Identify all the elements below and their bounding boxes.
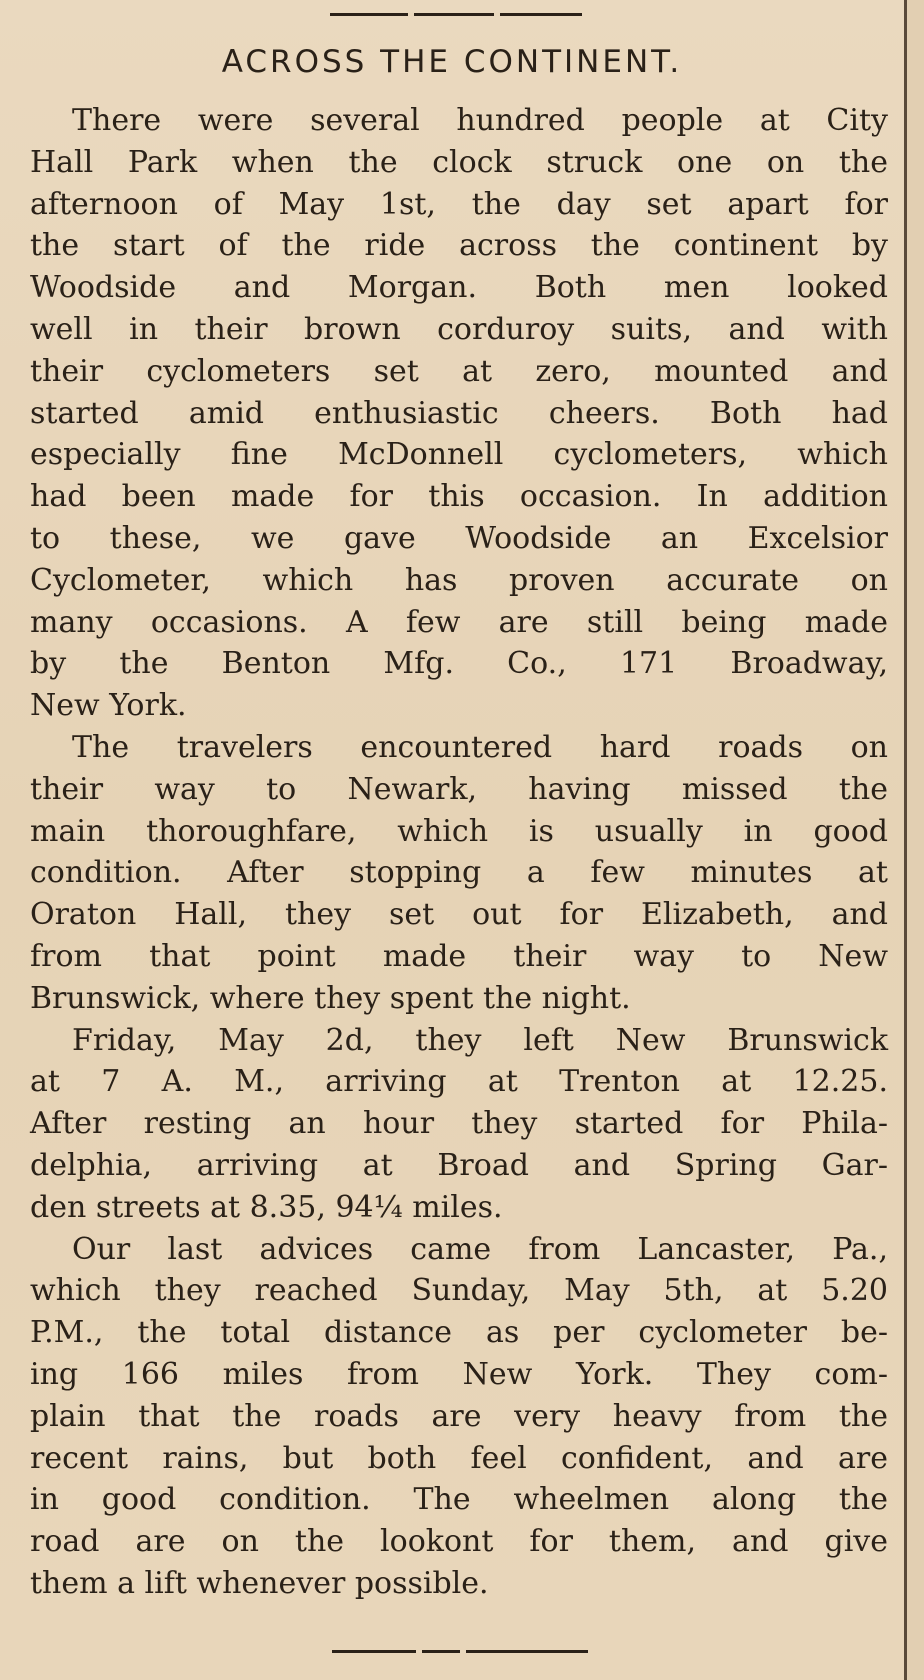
text-line: main thoroughfare, which is usually in good (30, 813, 888, 849)
text-line: road are on the lookont for them, and give (30, 1524, 888, 1560)
article-body (30, 100, 888, 1605)
text-line: New York. (30, 688, 187, 724)
text-line: had been made for this occasion. In addition (30, 479, 888, 515)
text-line: started amid enthusiastic cheers. Both had (30, 395, 888, 431)
text-line: Cyclometer, which has proven accurate on (30, 562, 888, 598)
text-line: afternoon of May 1st, the day set apart for (30, 186, 888, 222)
text-line: recent rains, but both feel confident, and are (30, 1440, 888, 1476)
article-title: ACROSS THE CONTINENT. (221, 44, 683, 80)
text-line: well in their brown corduroy suits, and with (30, 311, 888, 347)
text-line: by the Benton Mfg. Co., 171 Broadway, (30, 646, 888, 682)
text-line: which they reached Sunday, May 5th, at 5.20 (30, 1273, 888, 1309)
text-line: them a lift whenever possible. (30, 1565, 489, 1601)
text-line: Friday, May 2d, they left New Brunswick (72, 1022, 888, 1058)
text-line: in good condition. The wheelmen along the (30, 1482, 888, 1518)
article-paragraph (30, 727, 888, 1020)
text-line: plain that the roads are very heavy from the (30, 1398, 888, 1434)
article-paragraph (30, 1020, 888, 1229)
page-edge (907, 0, 924, 1680)
text-line: den streets at 8.35, 94¼ miles. (30, 1189, 503, 1225)
article-paragraph (30, 100, 888, 727)
text-line: to these, we gave Woodside an Excelsior (30, 520, 888, 556)
text-line: P.M., the total distance as per cyclometer be- (30, 1315, 888, 1351)
text-line: at 7 A. M., arriving at Trenton at 12.25. (30, 1064, 888, 1100)
text-line: ing 166 miles from New York. They com- (30, 1356, 888, 1392)
text-line: condition. After stopping a few minutes at (30, 855, 888, 891)
text-line: The travelers encountered hard roads on (72, 729, 888, 765)
text-line: Woodside and Morgan. Both men looked (30, 270, 888, 306)
text-line: especially fine McDonnell cyclometers, which (30, 437, 888, 473)
top-divider-rule (330, 13, 582, 16)
text-line: their way to Newark, having missed the (30, 771, 888, 807)
text-line: There were several hundred people at City (72, 103, 888, 138)
text-line: Brunswick, where they spent the night. (30, 980, 631, 1016)
text-line: Our last advices came from Lancaster, Pa., (72, 1231, 888, 1267)
text-line: from that point made their way to New (30, 938, 888, 974)
text-line: Hall Park when the clock struck one on the (30, 144, 888, 180)
text-line: After resting an hour they started for Phila- (30, 1106, 888, 1142)
text-line: their cyclometers set at zero, mounted and (30, 353, 888, 389)
article-paragraph (30, 1229, 888, 1605)
bottom-divider-rule (332, 1650, 588, 1653)
text-line: delphia, arriving at Broad and Spring Gar- (30, 1147, 888, 1183)
text-line: many occasions. A few are still being made (30, 604, 888, 640)
text-line: the start of the ride across the continent by (30, 228, 888, 264)
text-line: Oraton Hall, they set out for Elizabeth, and (30, 897, 888, 933)
